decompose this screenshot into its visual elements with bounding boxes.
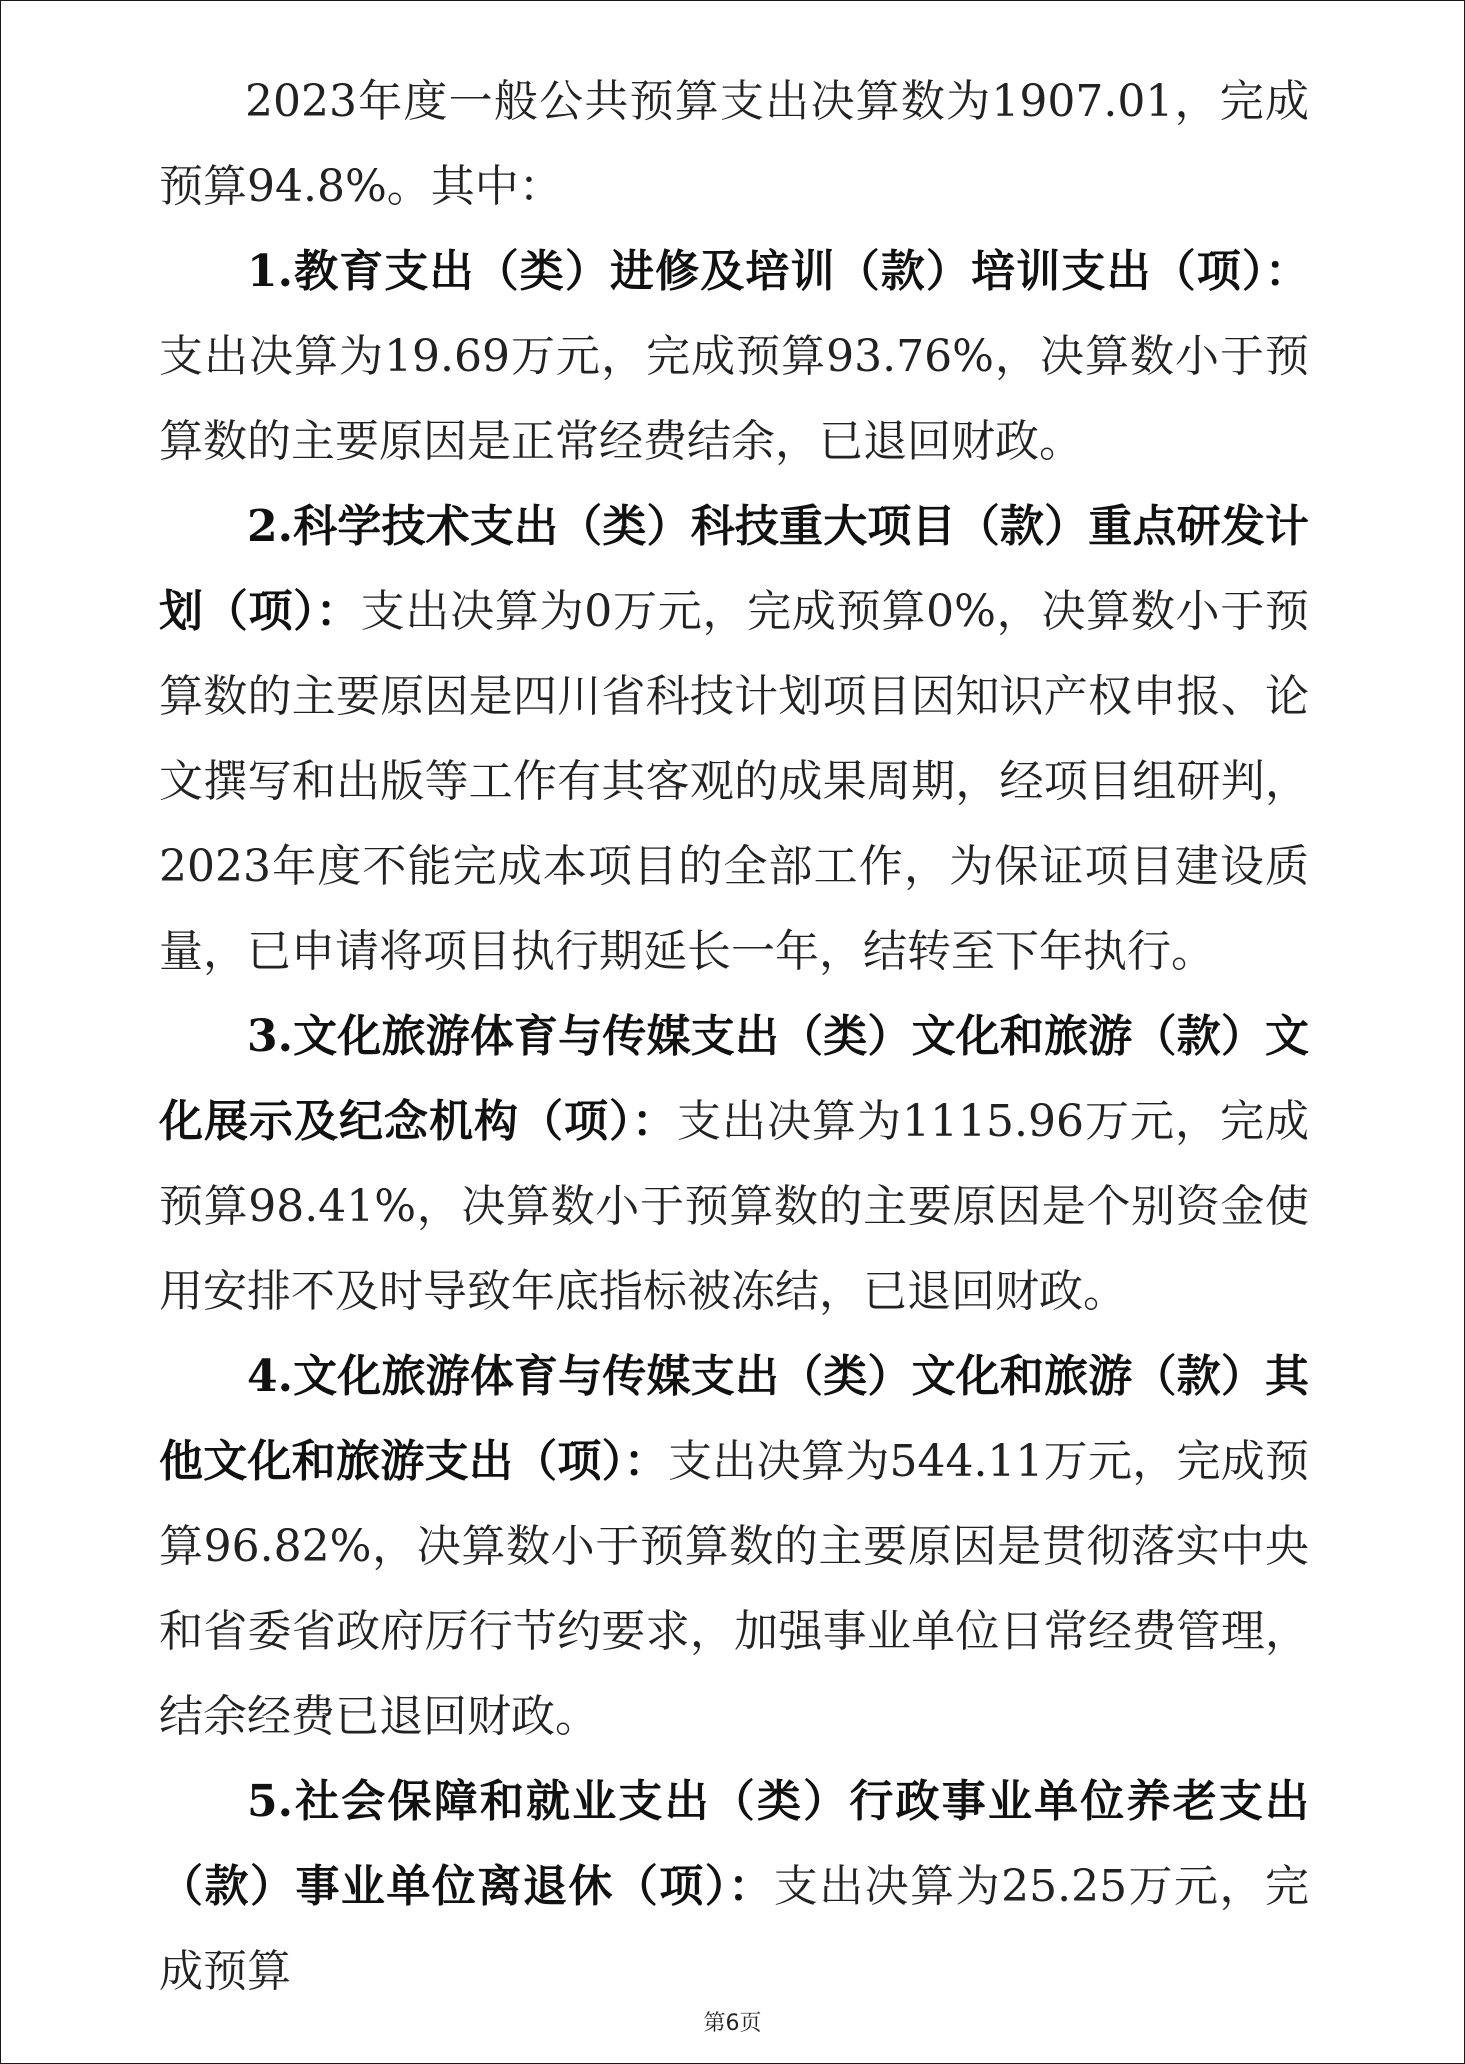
document-body [159,59,1309,2014]
item-body: 支出决算为0万元，完成预算0%，决算数小于预算数的主要原因是四川省科技计划项目因知识产权申报、论文撰写和出版等工作有其客观的成果周期，经项目组研判，2023年度不能完成本项目的全部工作，为保证项目建设质量，已申请将项目执行期延长一年，结转至下年执行。 [159,586,1309,977]
item-paragraph-1 [159,229,1309,484]
item-heading: 4.文化旅游体育与传媒支出（类）文化和旅游（款）其他文化和旅游支出（项）： [159,1351,1309,1487]
item-body: 支出决算为19.69万元，完成预算93.76%，决算数小于预算数的主要原因是正常经费结余，已退回财政。 [159,331,1309,467]
item-paragraph-5 [159,1759,1309,2014]
page-number: 第6页 [703,2011,762,2036]
item-body: 支出决算为25.25万元，完成预算 [159,1861,1309,1997]
item-heading: 1.教育支出（类）进修及培训（款）培训支出（项）： [247,246,1309,297]
item-heading: 5.社会保障和就业支出（类）行政事业单位养老支出（款）事业单位离退休（项）： [159,1776,1309,1912]
item-paragraph-2 [159,484,1309,994]
item-heading: 2.科学技术支出（类）科技重大项目（款）重点研发计划（项）： [159,501,1309,637]
item-heading: 3.文化旅游体育与传媒支出（类）文化和旅游（款）文化展示及纪念机构（项）： [159,1011,1309,1147]
item-body: 支出决算为544.11万元，完成预算96.82%，决算数小于预算数的主要原因是贯彻落实中央和省委省政府厉行节约要求，加强事业单位日常经费管理，结余经费已退回财政。 [159,1436,1309,1742]
item-paragraph-3 [159,994,1309,1334]
item-body: 支出决算为1115.96万元，完成预算98.41%，决算数小于预算数的主要原因是个别资金使用安排不及时导致年底指标被冻结，已退回财政。 [159,1096,1310,1317]
intro-paragraph: 2023年度一般公共预算支出决算数为1907.01，完成预算94.8%。其中： [159,76,1309,212]
item-paragraph-4 [159,1334,1309,1759]
